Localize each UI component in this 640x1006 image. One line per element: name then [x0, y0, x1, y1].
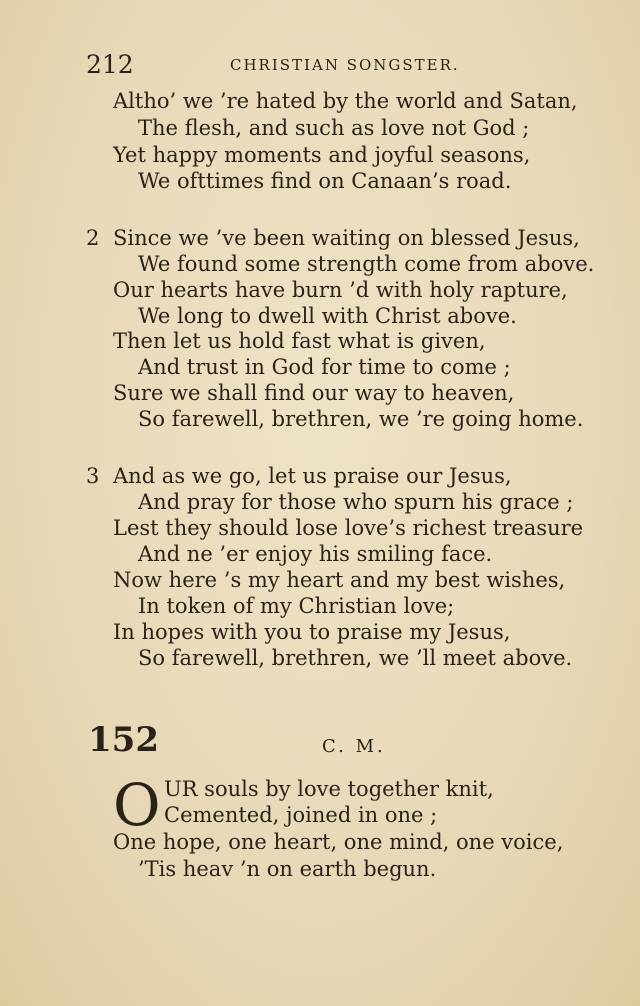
- verse-line: Altho’ we ’re hated by the world and Satan,: [113, 89, 578, 113]
- page-header: [86, 48, 606, 84]
- running-title: CHRISTIAN SONGSTER.: [230, 56, 460, 74]
- verse-line: Lest they should lose love’s richest treasure: [113, 516, 584, 540]
- verse-line: ’Tis heav ’n on earth begun.: [138, 857, 437, 881]
- verse-line: Sure we shall find our way to heaven,: [113, 381, 515, 405]
- verse-line: In token of my Christian love;: [138, 594, 455, 618]
- verse-number: 3: [86, 464, 100, 488]
- verse-line: Yet happy moments and joyful seasons,: [113, 143, 531, 167]
- verse-line: The flesh, and such as love not God ;: [138, 116, 530, 140]
- drop-cap: O: [113, 771, 161, 839]
- verse-line: Then let us hold fast what is given,: [113, 329, 486, 353]
- verse-line: So farewell, brethren, we ’ll meet above.: [138, 646, 573, 670]
- verse-line: And as we go, let us praise our Jesus,: [113, 464, 512, 488]
- verse-line: Since we ’ve been waiting on blessed Jesus,: [113, 226, 580, 250]
- verse-line: And ne ’er enjoy his smiling face.: [138, 542, 493, 566]
- verse-line: One hope, one heart, one mind, one voice,: [113, 830, 564, 854]
- verse-line: So farewell, brethren, we ’re going home.: [138, 407, 584, 431]
- verse-line: Now here ’s my heart and my best wishes,: [113, 568, 566, 592]
- page-number: 212: [86, 50, 134, 79]
- verse-line: Cemented, joined in one ;: [164, 803, 438, 827]
- hymn-number: 152: [88, 720, 159, 760]
- verse-line: And trust in God for time to come ;: [138, 355, 511, 379]
- verse-line: We ofttimes find on Canaan’s road.: [138, 169, 512, 193]
- hymn-meter: C. M.: [322, 736, 386, 757]
- verse-line: We found some strength come from above.: [138, 252, 595, 276]
- verse-line: And pray for those who spurn his grace ;: [138, 490, 574, 514]
- verse-line: We long to dwell with Christ above.: [138, 304, 517, 328]
- verse-line: In hopes with you to praise my Jesus,: [113, 620, 511, 644]
- verse-number: 2: [86, 226, 100, 250]
- verse-line: UR souls by love together knit,: [164, 777, 494, 801]
- verse-line: Our hearts have burn ’d with holy rapture,: [113, 278, 568, 302]
